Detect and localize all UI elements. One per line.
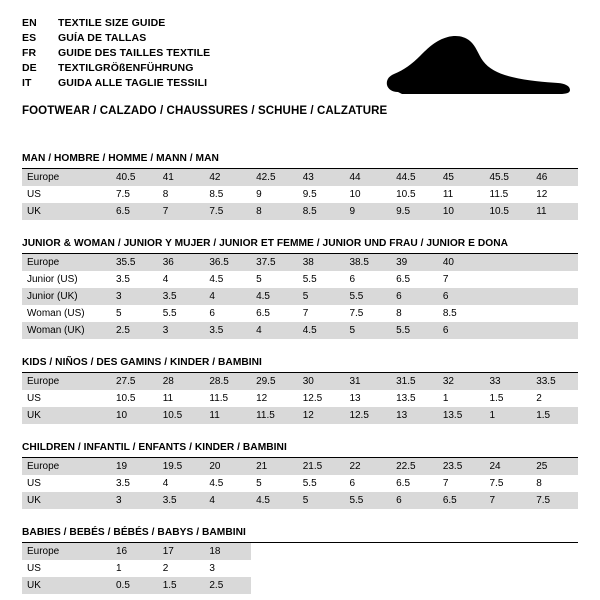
language-row xyxy=(22,61,210,76)
cell: 42 xyxy=(204,169,251,186)
section-title: KIDS / NIÑOS / DES GAMINS / KINDER / BAMBINI xyxy=(22,356,262,368)
cell: 6 xyxy=(204,305,251,322)
cell: 33.5 xyxy=(531,373,578,390)
cell: 41 xyxy=(158,169,205,186)
cell: 6.5 xyxy=(391,475,438,492)
cell: 6 xyxy=(438,288,485,305)
cell: 6 xyxy=(344,475,391,492)
cell: 6.5 xyxy=(251,305,298,322)
cell: 5 xyxy=(251,271,298,288)
cell: 3 xyxy=(111,288,158,305)
cell-empty xyxy=(391,543,438,560)
cell: 5 xyxy=(251,475,298,492)
cell: 1.5 xyxy=(531,407,578,424)
cell: 3 xyxy=(204,560,251,577)
cell: 1 xyxy=(438,390,485,407)
cell: 11 xyxy=(531,203,578,220)
language-title: GUÍA DE TALLAS xyxy=(58,31,147,44)
cell-empty xyxy=(344,560,391,577)
cell: 5 xyxy=(111,305,158,322)
cell: 13.5 xyxy=(391,390,438,407)
cell: 8 xyxy=(251,203,298,220)
cell: 7.5 xyxy=(531,492,578,509)
cell: 4.5 xyxy=(204,475,251,492)
cell: 31.5 xyxy=(391,373,438,390)
cell: 7 xyxy=(298,305,345,322)
cell: 1 xyxy=(485,407,532,424)
table-row xyxy=(22,543,578,560)
table-row xyxy=(22,322,578,339)
cell: 10.5 xyxy=(111,390,158,407)
cell: 23.5 xyxy=(438,458,485,475)
language-title: TEXTILE SIZE GUIDE xyxy=(58,17,166,29)
cell: 9.5 xyxy=(391,203,438,220)
cell-empty xyxy=(485,543,532,560)
language-row xyxy=(22,31,210,46)
cell: 33 xyxy=(485,373,532,390)
cell: 2 xyxy=(158,560,205,577)
cell: 5 xyxy=(344,322,391,339)
language-code: EN xyxy=(22,17,37,29)
cell: 6.5 xyxy=(391,271,438,288)
cell-empty xyxy=(531,543,578,560)
cell: 19 xyxy=(111,458,158,475)
cell: 29.5 xyxy=(251,373,298,390)
cell: 9.5 xyxy=(298,186,345,203)
table-row xyxy=(22,305,578,322)
cell-empty xyxy=(298,577,345,594)
cell: 27.5 xyxy=(111,373,158,390)
cell: 6.5 xyxy=(438,492,485,509)
cell-empty xyxy=(251,577,298,594)
cell xyxy=(485,288,532,305)
cell: 6 xyxy=(391,492,438,509)
cell xyxy=(531,322,578,339)
cell-empty xyxy=(298,560,345,577)
section-title: BABIES / BEBÉS / BÉBÉS / BABYS / BAMBINI xyxy=(22,526,246,538)
cell-empty xyxy=(391,577,438,594)
cell: 8 xyxy=(391,305,438,322)
cell: 10.5 xyxy=(391,186,438,203)
cell: 3.5 xyxy=(111,271,158,288)
language-code: DE xyxy=(22,61,37,74)
cell xyxy=(485,305,532,322)
category-title: FOOTWEAR / CALZADO / CHAUSSURES / SCHUHE / CALZATURE xyxy=(22,104,388,117)
table-row xyxy=(22,254,578,271)
cell: 19.5 xyxy=(158,458,205,475)
cell: 5.5 xyxy=(344,492,391,509)
cell: 7.5 xyxy=(344,305,391,322)
cell: 2.5 xyxy=(111,322,158,339)
cell: 7 xyxy=(438,271,485,288)
cell: 30 xyxy=(298,373,345,390)
cell: 3 xyxy=(111,492,158,509)
cell xyxy=(531,254,578,271)
cell: 10.5 xyxy=(485,203,532,220)
cell-empty xyxy=(485,577,532,594)
cell: 28.5 xyxy=(204,373,251,390)
cell-empty xyxy=(438,543,485,560)
cell: 21.5 xyxy=(298,458,345,475)
cell: 3.5 xyxy=(158,288,205,305)
cell: 1.5 xyxy=(485,390,532,407)
cell: 8 xyxy=(158,186,205,203)
language-row xyxy=(22,16,210,31)
cell: 7.5 xyxy=(204,203,251,220)
row-label: Europe xyxy=(22,458,111,475)
language-title: GUIDA ALLE TAGLIE TESSILI xyxy=(58,76,208,89)
cell: 5.5 xyxy=(158,305,205,322)
row-label: UK xyxy=(22,492,111,509)
cell: 4.5 xyxy=(251,288,298,305)
dress-shoe-icon xyxy=(382,30,572,104)
section-children xyxy=(22,442,578,509)
cell: 11 xyxy=(158,390,205,407)
language-row xyxy=(22,76,210,91)
cell: 10 xyxy=(438,203,485,220)
cell: 21 xyxy=(251,458,298,475)
cell: 10 xyxy=(111,407,158,424)
table-row xyxy=(22,560,578,577)
cell: 8.5 xyxy=(438,305,485,322)
cell: 37.5 xyxy=(251,254,298,271)
cell: 4.5 xyxy=(204,271,251,288)
cell: 7 xyxy=(158,203,205,220)
cell: 36.5 xyxy=(204,254,251,271)
cell: 39 xyxy=(391,254,438,271)
cell: 3.5 xyxy=(158,492,205,509)
section-title: CHILDREN / INFANTIL / ENFANTS / KINDER / BAMBINI xyxy=(22,441,287,453)
cell: 18 xyxy=(204,543,251,560)
cell: 12.5 xyxy=(298,390,345,407)
cell-empty xyxy=(251,560,298,577)
cell: 5.5 xyxy=(391,322,438,339)
table-row xyxy=(22,373,578,390)
cell: 11 xyxy=(438,186,485,203)
row-label: UK xyxy=(22,407,111,424)
table-row xyxy=(22,492,578,509)
row-label: US xyxy=(22,560,111,577)
cell: 32 xyxy=(438,373,485,390)
row-label: Woman (US) xyxy=(22,305,111,322)
table-row xyxy=(22,271,578,288)
cell: 4 xyxy=(158,475,205,492)
language-code: FR xyxy=(22,46,37,59)
cell-empty xyxy=(438,577,485,594)
cell-empty xyxy=(531,560,578,577)
cell: 12 xyxy=(298,407,345,424)
cell: 36 xyxy=(158,254,205,271)
language-title: GUIDE DES TAILLES TEXTILE xyxy=(58,46,211,59)
header xyxy=(22,16,578,91)
language-code: ES xyxy=(22,31,37,44)
cell: 7 xyxy=(485,492,532,509)
cell: 31 xyxy=(344,373,391,390)
table-row xyxy=(22,407,578,424)
cell: 42.5 xyxy=(251,169,298,186)
cell-empty xyxy=(531,577,578,594)
cell: 3 xyxy=(158,322,205,339)
cell: 40 xyxy=(438,254,485,271)
cell: 45 xyxy=(438,169,485,186)
cell: 9 xyxy=(344,203,391,220)
row-label: Junior (US) xyxy=(22,271,111,288)
cell: 7.5 xyxy=(485,475,532,492)
cell: 44.5 xyxy=(391,169,438,186)
size-table-kids xyxy=(22,373,578,424)
cell: 12.5 xyxy=(344,407,391,424)
cell: 13.5 xyxy=(438,407,485,424)
cell: 35.5 xyxy=(111,254,158,271)
cell: 6 xyxy=(391,288,438,305)
cell: 5.5 xyxy=(344,288,391,305)
cell: 12 xyxy=(251,390,298,407)
cell xyxy=(485,254,532,271)
cell: 5 xyxy=(298,288,345,305)
cell: 4 xyxy=(251,322,298,339)
cell xyxy=(485,271,532,288)
section-junior-woman xyxy=(22,238,578,339)
cell: 1 xyxy=(111,560,158,577)
row-label: US xyxy=(22,475,111,492)
size-table-children xyxy=(22,458,578,509)
table-row xyxy=(22,186,578,203)
cell: 11.5 xyxy=(485,186,532,203)
cell: 22.5 xyxy=(391,458,438,475)
cell: 11.5 xyxy=(204,390,251,407)
language-row xyxy=(22,46,210,61)
language-title: TEXTILGRÖßENFÜHRUNG xyxy=(58,61,194,74)
cell: 2 xyxy=(531,390,578,407)
row-label: US xyxy=(22,390,111,407)
cell-empty xyxy=(485,560,532,577)
language-title-list xyxy=(22,16,210,91)
section-title: JUNIOR & WOMAN / JUNIOR Y MUJER / JUNIOR ET FEMME / JUNIOR UND FRAU / JUNIOR E DONA xyxy=(22,237,509,249)
cell: 3.5 xyxy=(204,322,251,339)
cell-empty xyxy=(251,543,298,560)
cell: 6.5 xyxy=(111,203,158,220)
cell xyxy=(531,305,578,322)
table-row xyxy=(22,203,578,220)
row-label: UK xyxy=(22,203,111,220)
cell: 46 xyxy=(531,169,578,186)
table-row xyxy=(22,577,578,594)
cell: 12 xyxy=(531,186,578,203)
cell: 9 xyxy=(251,186,298,203)
cell: 43 xyxy=(298,169,345,186)
cell: 3.5 xyxy=(111,475,158,492)
cell: 8 xyxy=(531,475,578,492)
cell: 22 xyxy=(344,458,391,475)
cell: 28 xyxy=(158,373,205,390)
cell: 1.5 xyxy=(158,577,205,594)
row-label: Woman (UK) xyxy=(22,322,111,339)
cell: 4 xyxy=(204,492,251,509)
cell: 38.5 xyxy=(344,254,391,271)
cell: 7 xyxy=(438,475,485,492)
cell: 5.5 xyxy=(298,475,345,492)
cell: 11 xyxy=(204,407,251,424)
row-label: Europe xyxy=(22,254,111,271)
row-label: UK xyxy=(22,577,111,594)
cell: 4 xyxy=(204,288,251,305)
table-row xyxy=(22,475,578,492)
cell: 25 xyxy=(531,458,578,475)
section-babies xyxy=(22,527,578,594)
cell: 20 xyxy=(204,458,251,475)
section-man xyxy=(22,153,578,220)
cell: 8.5 xyxy=(204,186,251,203)
cell: 7.5 xyxy=(111,186,158,203)
cell-empty xyxy=(298,543,345,560)
size-table-man xyxy=(22,169,578,220)
row-label: Europe xyxy=(22,543,111,560)
cell-empty xyxy=(344,543,391,560)
cell: 40.5 xyxy=(111,169,158,186)
cell: 5 xyxy=(298,492,345,509)
cell: 10.5 xyxy=(158,407,205,424)
cell: 5.5 xyxy=(298,271,345,288)
size-table-babies xyxy=(22,543,578,594)
section-kids xyxy=(22,357,578,424)
table-row xyxy=(22,169,578,186)
size-table-junior-woman xyxy=(22,254,578,339)
cell: 10 xyxy=(344,186,391,203)
cell-empty xyxy=(438,560,485,577)
cell: 17 xyxy=(158,543,205,560)
cell xyxy=(531,271,578,288)
cell: 24 xyxy=(485,458,532,475)
cell: 6 xyxy=(438,322,485,339)
cell: 2.5 xyxy=(204,577,251,594)
cell: 4 xyxy=(158,271,205,288)
section-title: MAN / HOMBRE / HOMME / MANN / MAN xyxy=(22,152,219,164)
table-row xyxy=(22,390,578,407)
row-label: Europe xyxy=(22,169,111,186)
cell xyxy=(531,288,578,305)
table-row xyxy=(22,458,578,475)
row-label: US xyxy=(22,186,111,203)
cell: 13 xyxy=(344,390,391,407)
cell: 0.5 xyxy=(111,577,158,594)
cell-empty xyxy=(344,577,391,594)
cell: 4.5 xyxy=(251,492,298,509)
cell: 4.5 xyxy=(298,322,345,339)
language-code: IT xyxy=(22,76,32,89)
cell: 16 xyxy=(111,543,158,560)
cell: 11.5 xyxy=(251,407,298,424)
cell: 6 xyxy=(344,271,391,288)
row-label: Junior (UK) xyxy=(22,288,111,305)
cell: 8.5 xyxy=(298,203,345,220)
row-label: Europe xyxy=(22,373,111,390)
table-row xyxy=(22,288,578,305)
cell-empty xyxy=(391,560,438,577)
cell: 38 xyxy=(298,254,345,271)
cell xyxy=(485,322,532,339)
cell: 44 xyxy=(344,169,391,186)
cell: 13 xyxy=(391,407,438,424)
cell: 45.5 xyxy=(485,169,532,186)
